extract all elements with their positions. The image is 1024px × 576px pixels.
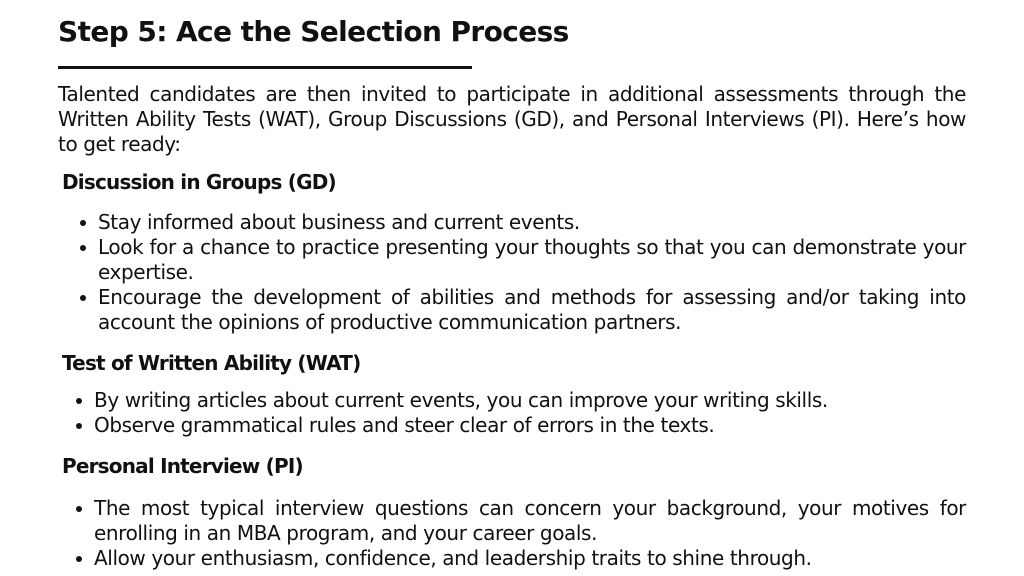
list-item: Stay informed about business and current events. (98, 210, 966, 235)
gd-list (98, 210, 966, 335)
list-item: Observe grammatical rules and steer clear of errors in the texts. (94, 413, 966, 438)
pi-list (94, 496, 966, 571)
list-item: Allow your enthusiasm, confidence, and leadership traits to shine through. (94, 546, 966, 571)
intro-paragraph: Talented candidates are then invited to participate in additional assessments through the Written Ability Tests (WAT), Group Discussions (GD), and Personal Interviews (PI). Here’s how to get ready: (58, 82, 966, 156)
list-item: The most typical interview questions can concern your background, your motives for enrolling in an MBA program, and your career goals. (94, 496, 966, 545)
page-title: Step 5: Ace the Selection Process (58, 15, 569, 48)
list-item: By writing articles about current events, you can improve your writing skills. (94, 388, 966, 413)
title-underline (58, 66, 472, 69)
section-heading-gd: Discussion in Groups (GD) (62, 170, 336, 194)
wat-list (94, 388, 966, 438)
section-heading-wat: Test of Written Ability (WAT) (62, 351, 361, 375)
list-item: Encourage the development of abilities and methods for assessing and/or taking into account the opinions of productive communication partners. (98, 285, 966, 334)
list-item: Look for a chance to practice presenting your thoughts so that you can demonstrate your expertise. (98, 235, 966, 284)
section-heading-pi: Personal Interview (PI) (62, 454, 303, 478)
